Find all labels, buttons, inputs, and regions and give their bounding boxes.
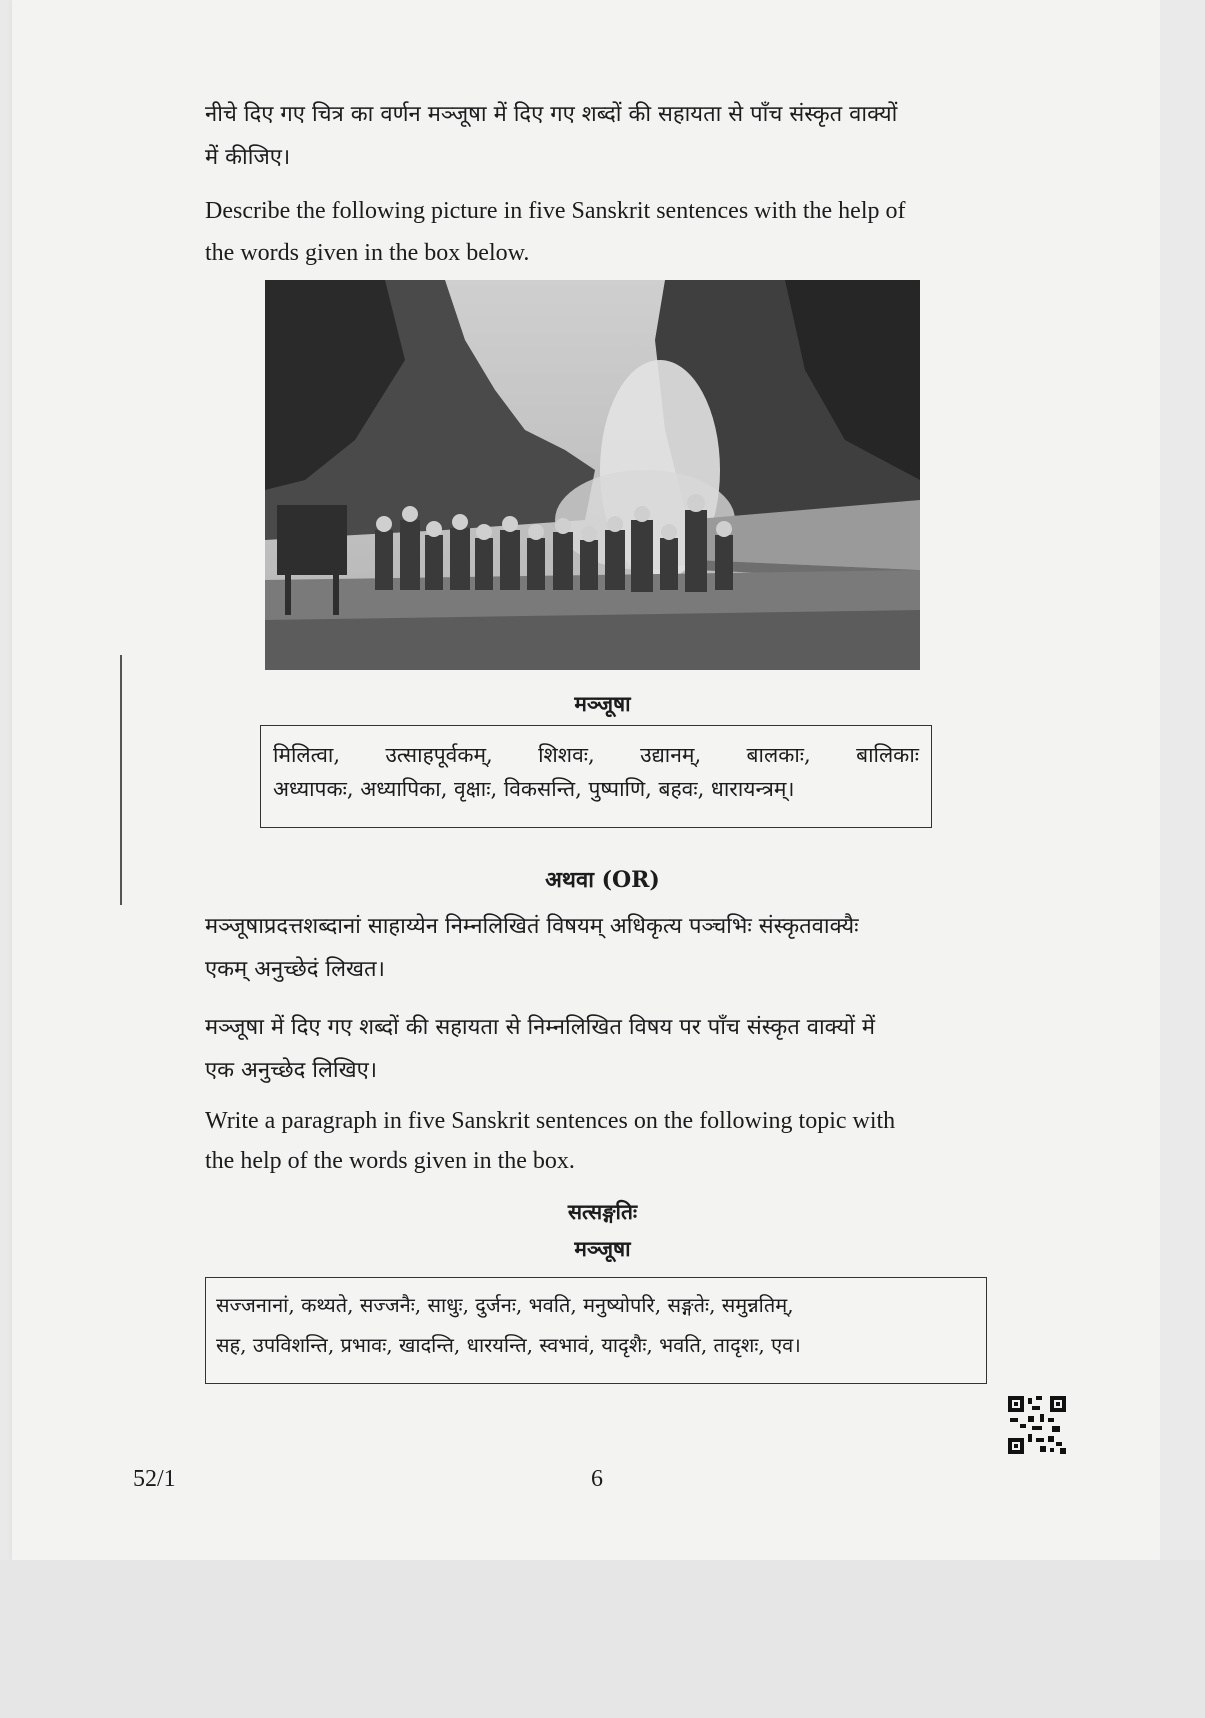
page-number: 6	[591, 1466, 603, 1492]
or-label: अथवा (OR)	[545, 867, 660, 893]
hindi-instruction-line-1: नीचे दिए गए चित्र का वर्णन मञ्जूषा में दिए गए शब्दों की सहायता से पाँच संस्कृत वाक्यों	[205, 102, 898, 127]
word-box	[260, 725, 932, 828]
word-box-2-row-2: सह, उपविशन्ति, प्रभावः, खादन्ति, धारयन्ति, स्वभावं, यादृशैः, भवति, तादृशः, एव।	[216, 1333, 801, 1357]
qr-code-icon	[1008, 1396, 1066, 1454]
hindi-option-line-2: एक अनुच्छेद लिखिए।	[205, 1058, 378, 1083]
english-instruction-line-2: the words given in the box below.	[205, 240, 530, 266]
page-edge-shadow	[1160, 0, 1205, 1718]
park-children-photo	[265, 280, 920, 670]
paper-code: 52/1	[133, 1466, 176, 1492]
word: उद्यानम्,	[640, 743, 702, 767]
hindi-option-line-1: मञ्जूषा में दिए गए शब्दों की सहायता से निम्नलिखित विषय पर पाँच संस्कृत वाक्यों में	[205, 1015, 876, 1040]
english-option-line-2: the help of the words given in the box.	[205, 1148, 575, 1174]
word: बालिकाः	[856, 743, 919, 767]
word-box-row-1	[273, 738, 919, 772]
background-surface	[0, 1560, 1205, 1718]
box-heading-2: मञ्जूषा	[574, 1236, 631, 1261]
word-box-2-row-1: सज्जनानां, कथ्यते, सज्जनैः, साधुः, दुर्जनः, भवति, मनुष्योपरि, सङ्गतेः, समुन्नतिम्,	[216, 1293, 794, 1317]
english-instruction-line-1: Describe the following picture in five Sanskrit sentences with the help of	[205, 198, 906, 224]
sanskrit-instruction-line-1: मञ्जूषाप्रदत्तशब्दानां साहाय्येन निम्नलिखितं विषयम् अधिकृत्य पञ्चभिः संस्कृतवाक्यैः	[205, 914, 859, 939]
english-option-line-1: Write a paragraph in five Sanskrit sentences on the following topic with	[205, 1108, 896, 1134]
word-box-row-2: अध्यापकः, अध्यापिका, वृक्षाः, विकसन्ति, पुष्पाणि, बहवः, धारायन्त्रम्।	[273, 777, 795, 801]
hindi-instruction-line-2: में कीजिए।	[205, 145, 291, 170]
sanskrit-instruction-line-2: एकम् अनुच्छेदं लिखत।	[205, 957, 385, 982]
topic-title: सत्सङ्गतिः	[567, 1199, 638, 1224]
word: उत्साहपूर्वकम्,	[385, 743, 493, 767]
box-heading: मञ्जूषा	[574, 691, 631, 716]
word: मिलित्वा,	[273, 743, 341, 767]
word: बालकाः,	[746, 743, 811, 767]
word: शिशवः,	[538, 743, 595, 767]
word-box-2	[205, 1277, 987, 1384]
